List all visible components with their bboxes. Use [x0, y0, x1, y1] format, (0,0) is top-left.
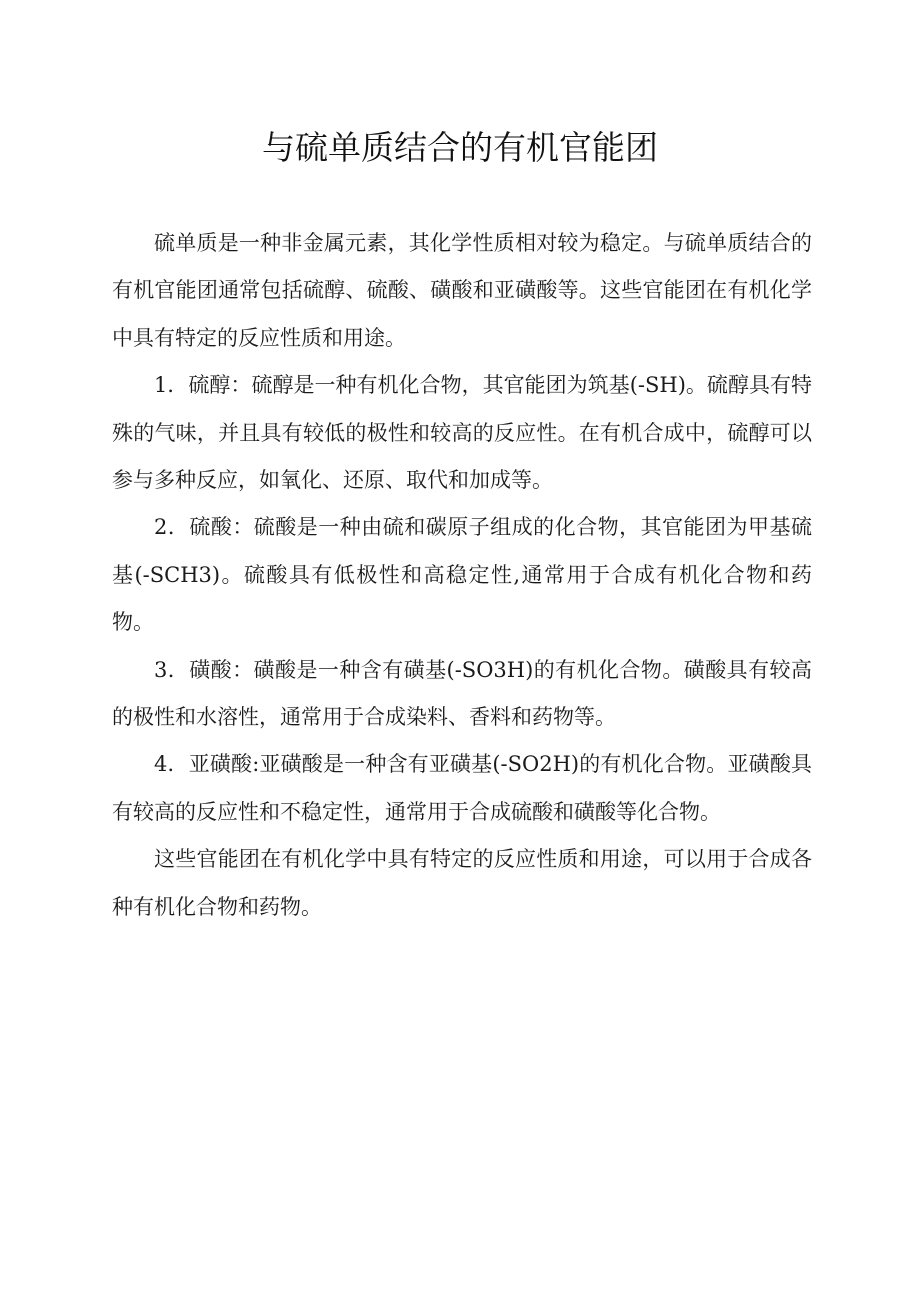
paragraph-thiol: 1．硫醇：硫醇是一种有机化合物，其官能团为筑基(-SH)。硫醇具有特殊的气味，并且具有较低的极性和较高的反应性。在有机合成中，硫醇可以参与多种反应，如氧化、还原、取代和加成等。 — [112, 373, 812, 493]
document-body — [112, 220, 812, 931]
paragraph-intro: 硫单质是一种非金属元素，其化学性质相对较为稳定。与硫单质结合的有机官能团通常包括硫醇、硫酸、磺酸和亚磺酸等。这些官能团在有机化学中具有特定的反应性质和用途。 — [112, 231, 812, 350]
paragraph-sulfide: 2．硫酸：硫酸是一种由硫和碳原子组成的化合物，其官能团为甲基硫基(-SCH3)。硫酸具有低极性和高稳定性,通常用于合成有机化合物和药物。 — [112, 515, 812, 635]
page-title: 与硫单质结合的有机官能团 — [262, 128, 658, 167]
paragraph-conclusion: 这些官能团在有机化学中具有特定的反应性质和用途，可以用于合成各种有机化合物和药物。 — [112, 847, 812, 919]
paragraph-sulfinic-acid: 4．亚磺酸:亚磺酸是一种含有亚磺基(-SO2H)的有机化合物。亚磺酸具有较高的反应性和不稳定性，通常用于合成硫酸和磺酸等化合物。 — [112, 752, 812, 824]
paragraph-sulfonic-acid: 3．磺酸：磺酸是一种含有磺基(-SO3H)的有机化合物。磺酸具有较高的极性和水溶性，通常用于合成染料、香料和药物等。 — [112, 657, 812, 730]
